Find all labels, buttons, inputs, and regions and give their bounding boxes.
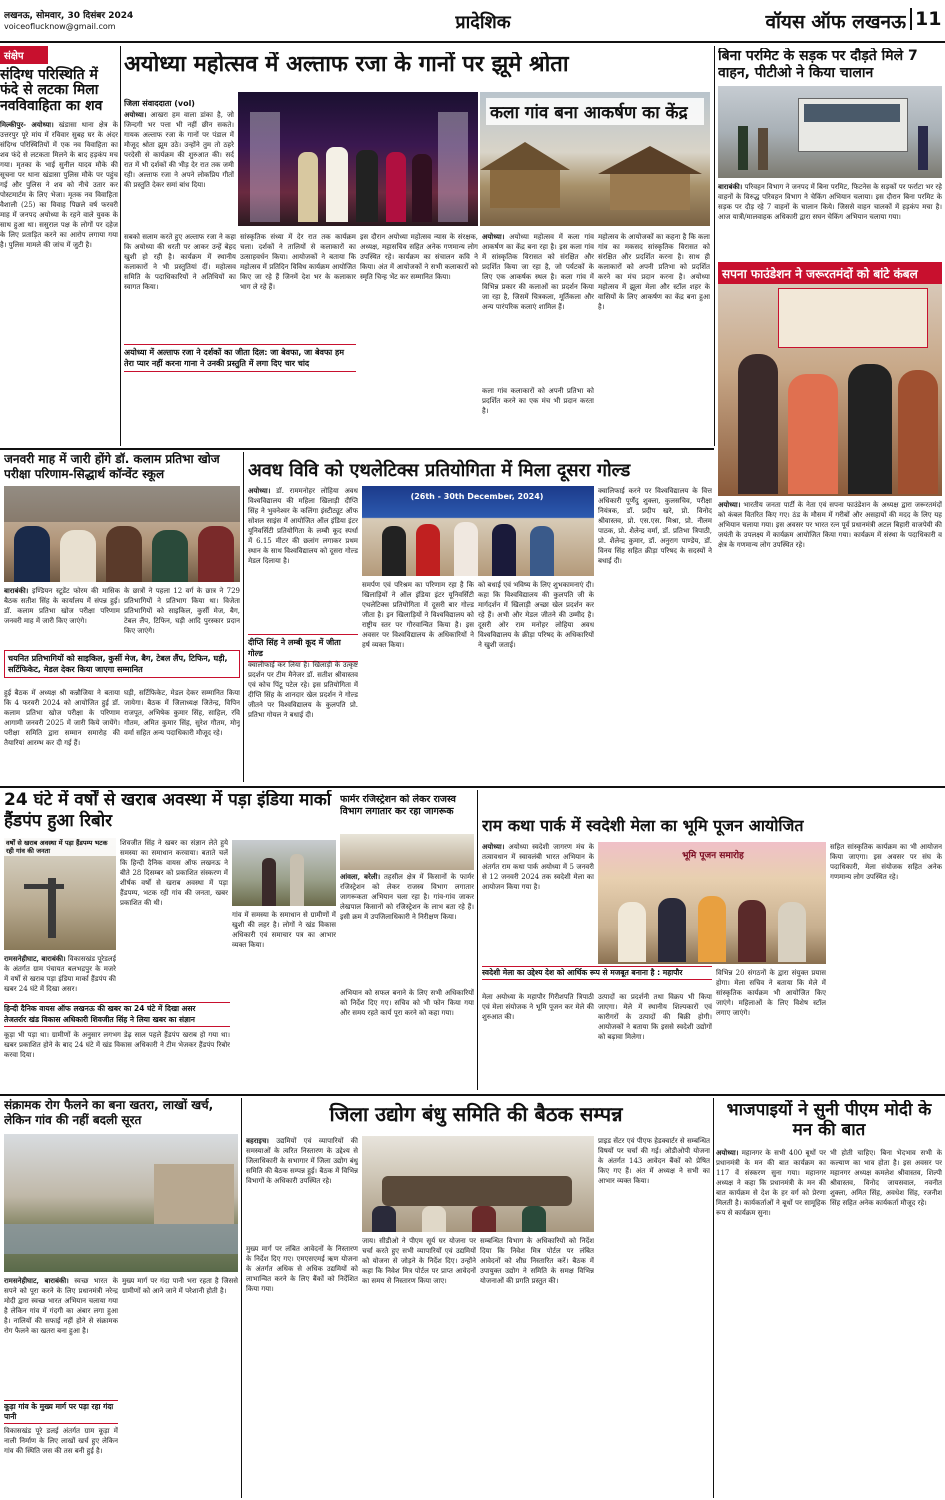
- brief-headline: संदिग्ध परिस्थिति में फंदे से लटका मिला नवविवाहिता का शव: [0, 67, 103, 114]
- handpump-photo: [4, 838, 116, 950]
- kambal-body: भारतीय जनता पार्टी के नेता एवं सपना फाउंडेशन के अध्यक्ष द्वारा जरूरतमंदों को कंबल वितरित किए गए। ठंड के मौसम में गरीबों और असहायों की मदद के लिए यह अभियान चलाया गया। इस अवसर पर भारत रत्न पूर्व प्रधानमंत्री अटल बिहारी वाजपेयी की जयंती के उपलक्ष्य में कार्यक्रम आयोजित किया गया। कार्यक्रम में संस्था के पदाधिकारी व क्षेत्र के गणमान्य लोग उपस्थित रहे।: [718, 501, 942, 549]
- awadh-col1: डॉ. राममनोहर लोहिया अवध विश्वविद्यालय की महिला खिलाड़ी दीप्ति सिंह ने भुवनेश्वर के कलिंगा इंस्टीट्यूट ऑफ सोशल साइंस में आयोजित ऑल इंडिया इंटर यूनिवर्सिटी प्रतियोगिता के लम्बी कूद स्पर्धा में 6.15 मीटर की छलांग लगाकर प्रथम स्थान के साथ विश्वविद्यालय को दूसरा गोल्ड मेडल दिलाया है।: [248, 487, 358, 565]
- parmit-photo: [718, 86, 942, 178]
- udyog-dateline: बहराइच।: [246, 1136, 269, 1145]
- farmer-headline: फार्मर रजिस्ट्रेशन को लेकर राजस्व विभाग लगातार कर रहा जागरूक: [340, 794, 456, 817]
- handpump-photo-caption: वर्षों से खराब अवस्था में पड़ा हैंडपम्प भटक रही गांव की जनता: [4, 838, 116, 856]
- brief-label: संक्षेप: [0, 46, 48, 64]
- kala-gaon-col2: महोत्सव के आयोजकों का कहना है कि कला गांव का मकसद सांस्कृतिक विरासत को संरक्षित और प्रदर्शित करना है। साथ ही कलाकारों को अपनी प्रतिभा को प्रदर्शित करने का मंच प्रदान करना है। अयोध्या महोत्सव में झूला मेला और स्टॉल शहर के वासियों के लिए आकर्षण का केंद्र बना हुआ है।: [598, 233, 710, 311]
- handpump-col3: गांव में समस्या के समाधान से ग्रामीणों में खुशी की लहर है। लोगों ने खंड विकास अधिकारी एवं समाचार पत्र का आभार व्यक्त किया।: [232, 911, 336, 949]
- ramkatha-headline: राम कथा पार्क में स्वदेशी मेला का भूमि पूजन आयोजित: [482, 816, 804, 835]
- mann-col1: महानगर के सभी 400 बूथों पर प्रधानमंत्री के मन की बात कार्यक्रम का 117 वें संस्करण सुना गया। महानगर अध्यक्ष ने कहा कि प्रधानमंत्री के मन की बात कार्यक्रम से देश के हर वर्ग को प्रेरणा मिलती है। कार्यकर्ताओं ने बूथों पर सामूहिक रूप से कार्यक्रम सुना।: [716, 1149, 826, 1217]
- udyog-col5: प्राइड सेंटर एवं पीएफ हेडक्वार्टर से सम्बन्धित विषयों पर चर्चा की गई। ओडीओपी योजना के अंतर्गत 143 आवेदन बैंकों को प्रेषित किए गए हैं। अंत में अध्यक्ष ने सभी का आभार व्यक्त किया।: [598, 1137, 710, 1185]
- ayodhya-dateline: अयोध्या।: [124, 110, 147, 119]
- awadh-col3: को बधाई एवं भविष्य के लिए शुभकामनाएं दी। कहा कि विश्वविद्यालय की कुलपति जी के मार्गदर्शन में खिलाड़ी अच्छा खेल प्रदर्शन कर रहे हैं। अभी और मेडल जीतने की उम्मीद है। दूसरी ओर राम मनोहर लोहिया अवध विश्वविद्यालय के क्रीड़ा परिषद के अधिकारियों ने खुशी जताई।: [478, 581, 594, 649]
- udyog-photo: [362, 1136, 594, 1232]
- mann-headline: भाजपाइयों ने सुनी पीएम मोदी के मन की बात: [726, 1100, 932, 1140]
- handpump-dateline: रामसनेहीघाट, बाराबंकी।: [4, 954, 66, 963]
- handpump-photo-2: [232, 840, 336, 906]
- mann-dateline: अयोध्या।: [716, 1148, 739, 1157]
- handpump-col1: विकासखंड पूरेडलई के अंतर्गत ग्राम पंचायत बलभद्रपुर के मजरे में वर्षों से खराब पड़ा इंडिया मार्का हैंडपंप की खबर 24 घंटे में दिखा असर।: [4, 955, 116, 993]
- ayodhya-stage-photo: [238, 92, 478, 226]
- ayodhya-col3: सांस्कृतिक संध्या में देर रात तक कार्यक्रम चला। दर्शकों ने तालियों से कलाकारों का उत्साहवर्धन किया। आयोजकों ने बताया कि महोत्सव में प्रतिदिन विविध कार्यक्रम आयोजित किए जा रहे हैं जिनमें देश भर के कलाकार भाग ले रहे हैं।: [240, 233, 356, 291]
- kalam-photo: [4, 486, 240, 582]
- awadh-dateline: अयोध्या।: [248, 486, 271, 495]
- ramkatha-col2: उत्पादों का प्रदर्शनी तथा विक्रय भी किया जाएगा। मेले में स्थानीय शिल्पकारों एवं कारीगरों के उत्पादों की बिक्री होगी। आयोजकों ने बताया कि इससे स्वदेशी उद्योगों को बढ़ावा मिलेगा।: [598, 993, 712, 1041]
- ramkatha-dateline: अयोध्या।: [482, 842, 505, 851]
- kambal-dateline: अयोध्या।: [718, 500, 741, 509]
- parmit-body: परिवहन विभाग ने जनपद में बिना परमिट, फिटनेस के सड़कों पर फर्राटा भर रहे वाहनों के विरुद्ध परिवहन विभाग ने चेकिंग अभियान चलाया। इस दौरान बिना परमिट के सड़क पर दौड़ रहे 7 वाहनों के चालान किये। जिससे वाहन चालकों में हड़कंप मचा है। आज यात्री/मालवाहक अधिकारी द्वारा सघन चेकिंग अभियान चलाया गया।: [718, 183, 942, 221]
- handpump-box2: तेजतर्रार खंड विकास अधिकारी शिवजीत सिंह ने लिया खबर का संज्ञान: [4, 1014, 230, 1027]
- ramkatha-photo: [598, 842, 826, 964]
- awadh-col2: समर्पण एवं परिश्रम का परिणाम रहा है कि खिलाड़ियों ने ऑल इंडिया इंटर यूनिवर्सिटी एथलेटिक्स प्रतियोगिता में दूसरी बार गोल्ड जीता है। इन खिलाड़ियों ने विश्वविद्यालय को राष्ट्रीय स्तर पर गौरवान्वित किया है। इस अवसर पर विश्वविद्यालय के अधिकारियों ने हर्ष व्यक्त किया।: [362, 581, 474, 649]
- kala-gaon-note: कला गांव कलाकारों को अपनी प्रतिभा को प्रदर्शित करने का एक मंच भी प्रदान करता है।: [482, 387, 594, 415]
- handpump-box1: हिन्दी दैनिक वायस ऑफ लखनऊ की खबर का 24 घंटे में दिखा असर: [4, 1002, 230, 1015]
- awadh-pullquote: दीप्ति सिंह ने लम्बी कूद में जीता गोल्ड: [248, 634, 358, 662]
- brief-body: खंडासा थाना क्षेत्र के उत्तरपुर पूरे मांय में रविवार सुबह घर के अंदर संदिग्ध परिस्थितियों में एक नव विवाहिता का शव फंदे से लटकता मिलने के बाद हड़कंप मच गया। मृतका के भाई सुनील यादव मौके की सूचना पर थाना खंडासा पुलिस मौके पर पहुंच गई और पुलिस ने शव को नीचे उतार कर पोस्टमार्टम के लिए भेजा। मृतक नव विवाहिता वैशाली (25) का विवाह पिछले वर्ष फरवरी माह में जनपद अयोध्या के रहने वाले युवक के साथ हुआ था। ससुराल पक्ष के लोगों पर दहेज के लिए प्रताड़ित करने का आरोप लगाया गया है। पुलिस मामले की जांच में जुटी है।: [0, 121, 118, 250]
- sankramak-dateline: रामसनेहीघाट, बाराबंकी।: [4, 1276, 69, 1285]
- masthead: [0, 0, 945, 42]
- ayodhya-col1: आखरा हम वाला डांका है, जो जिन्दगी भर पत्ता भी नहीं छीन सकते। गायक अल्ताफ रजा के गानों पर पंडाल में मौजूद श्रोता झूम उठे। उन्होंने तुम तो ठहरे परदेसी से कार्यक्रम की शुरुआत की। सर्द रात में भी दर्शकों की भीड़ देर रात तक जमी रही। अल्ताफ रजा ने अपने लोकप्रिय गीतों की प्रस्तुति देकर समां बांध दिया।: [124, 111, 234, 189]
- awadh-col4: क्वालिफाई करने पर विश्वविद्यालय के वित्त अधिकारी पूर्णेंदु शुक्ला, कुलसचिव, परीक्षा नियंत्रक, डॉ. प्रदीप खरे, प्रो. विनोद श्रीवास्तव, प्रो. एस.एस. मिश्रा, प्रो. नीलम पाठक, प्रो. शैलेन्द्र वर्मा, डॉ. प्रतिभा त्रिपाठी, प्रो. शैलेन्द्र कुमार, डॉ. अनुराग पाण्डेय, डॉ. विनय सिंह सहित क्रीड़ा परिषद के सदस्यों ने बधाई दी।: [598, 487, 712, 565]
- email: voiceoflucknow@gmail.com: [4, 22, 116, 31]
- kala-gaon-headline: कला गांव बना आकर्षण का केंद्र: [486, 98, 704, 125]
- farmer-dateline: आंवला, बरेली।: [340, 872, 381, 881]
- kalam-headline: जनवरी माह में जारी होंगे डॉ. कलाम प्रतिभा खोज परीक्षा परिणाम-सिद्धार्थ कॉन्वेंट स्कूल: [4, 452, 220, 481]
- udyog-col3: जाय। सीडीओ ने पीएम सूर्य घर योजना पर चर्चा करते हुए सभी व्यापारियों एवं उद्यमियों को योजना से जोड़ने के निर्देश दिए। उन्होंने कहा कि निवेश मित्र पोर्टल पर प्राप्त आवेदनों का समय से निस्तारण किया जाए।: [362, 1237, 476, 1285]
- farmer-body: तहसील क्षेत्र में किसानों के फार्मर रजिस्ट्रेशन को लेकर राजस्व विभाग लगातार जागरूकता अभियान चला रहा है। गांव-गांव जाकर लेखपाल किसानों को रजिस्ट्रेशन के लाभ बता रहे हैं। इसी क्रम में उपजिलाधिकारी ने निरीक्षण किया।: [340, 873, 474, 921]
- page-number: 11: [910, 8, 942, 30]
- udyog-col1: उद्यमियों एवं व्यापारियों की समस्याओं के त्वरित निस्तारण के उद्देश्य से जिलाधिकारी के सभागार में जिला उद्योग बंधु समिति की बैठक सम्पन्न हुई। बैठक में विभिन्न विभागों के अधिकारी उपस्थित रहे।: [246, 1137, 358, 1185]
- handpump-headline: 24 घंटे में वर्षों से खराब अवस्था में पड़ा इंडिया मार्का हैंडपंप हुआ रिबोर: [4, 790, 332, 831]
- sankramak-box: कूड़ा गांव के मुख्य मार्ग पर पड़ा रहा गंदा पानी: [4, 1400, 118, 1424]
- udyog-headline: जिला उद्योग बंधु समिति की बैठक सम्पन्न: [329, 1102, 623, 1126]
- kalam-body2: हुई बैठक में अध्यक्ष श्री कन्नौजिया ने बताया कि 4 फरवरी 2024 को आयोजित हुई डॉ. कलाम प्रतिभा खोज परीक्षा के परिणाम आगामी जनवरी 2025 में जारी किये जायेंगे। परीक्षा समिति द्वारा सम्मान समारोह की तैयारियां आरम्भ कर दी गई हैं।: [4, 689, 120, 747]
- awadh-banner-text: (26th - 30th December, 2024): [410, 492, 544, 501]
- awadh-photo: [362, 486, 594, 576]
- kala-gaon-dateline: अयोध्या।: [482, 232, 505, 241]
- ayodhya-col2: सबको सलाम करते हुए अल्ताफ रजा ने कहा कि अयोध्या की धरती पर आकर उन्हें बेहद खुशी हो रही है। कार्यक्रम में स्थानीय कलाकारों ने भी प्रस्तुतियां दीं। महोत्सव समिति के पदाधिकारियों ने अतिथियों का स्वागत किया।: [124, 233, 236, 291]
- ayodhya-byline: जिला संवाददाता (vol): [124, 99, 195, 108]
- brief-dateline: मिल्कीपुर- अयोध्या।: [0, 120, 54, 130]
- farmer-body2: अभियान को सफल बनाने के लिए सभी अधिकारियों को निर्देश दिए गए। सचिव को भी फोन किया गया और समय रहते कार्य पूरा करने को कहा गया।: [340, 989, 474, 1017]
- udyog-col4: सम्बन्धित विभाग के अधिकारियों को निर्देश दिया कि निवेश मित्र पोर्टल पर लंबित आवेदनों को शीघ्र निस्तारित करें। बैठक में उपायुक्त उद्योग ने समिति के समक्ष विभिन्न योजनाओं की प्रगति प्रस्तुत की।: [480, 1237, 594, 1285]
- kalam-body: इण्डियन स्टूडेंट फोरम की मासिक बैठक सतीश सिंह के कार्यालय में संपन्न हुई। डॉ. कलाम प्रतिभा खोज परीक्षा परिणाम जनवरी माह में जारी किए जाएंगे।: [4, 587, 120, 625]
- sankramak-body: स्वच्छ भारत के सपने को पूरा करने के लिए प्रधानमंत्री नरेन्द्र मोदी द्वारा स्वच्छ भारत अभियान चलाया गया है लेकिन गांव में गंदगी का अंबार लगा हुआ है। नालियों की सफाई नहीं होने से संक्रामक रोग फैलने का खतरा बना हुआ है।: [4, 1277, 118, 1335]
- kala-gaon-col1: अयोध्या महोत्सव में कला गांव आकर्षण का केंद्र बना रहा है। इस कला गांव में सांस्कृतिक विरासत को संरक्षित और प्रदर्शित किया जा रहा है, जो पर्यटकों के लिए एक आकर्षक स्थल है। कला गांव में विभिन्न प्रकार की कलाओं का प्रदर्शन किया जा रहा है, जिसमें चित्रकला, मूर्तिकला और अन्य पारंपरिक कलाएं शामिल हैं।: [482, 233, 594, 311]
- ayodhya-headline: अयोध्या महोत्सव में अल्ताफ रजा के गानों पर झूमे श्रोता: [124, 52, 569, 77]
- kambal-photo: [718, 284, 942, 496]
- kalam-dateline: बाराबंकी।: [4, 586, 29, 595]
- date-line: लखनऊ, सोमवार, 30 दिसंबर 2024: [4, 11, 134, 21]
- parmit-headline: बिना परमिट के सड़क पर दौड़ते मिले 7 वाहन, पीटीओ ने किया चालान: [718, 48, 918, 81]
- ramkatha-photo-caption: भूमि पूजन समारोह: [682, 851, 744, 861]
- farmer-photo: [340, 834, 474, 870]
- ramkatha-col1: अयोध्या स्वदेशी जागरण मंच के तत्वावधान में स्वावलंबी भारत अभियान के अंतर्गत राम कथा पार्क अयोध्या में 5 जनवरी से 12 जनवरी 2024 तक स्वदेशी मेला का आयोजन किया गया है।: [482, 843, 594, 891]
- ayodhya-pullquote: अयोध्या में अल्ताफ रजा ने दर्शकों का जीता दिल: जा बेवफा, जा बेवफा हम तेरा प्यार नहीं करना गाना ने उनकी प्रस्तुति में लगा दिए चार चांद: [124, 344, 356, 372]
- ramkatha-box: स्वदेशी मेला का उद्देश्य देश को आर्थिक रूप से मजबूत बनाना है : महापौर: [482, 966, 712, 980]
- ayodhya-col4: इस दौरान अयोध्या महोत्सव न्यास के संरक्षक, अध्यक्ष, महासचिव सहित अनेक गणमान्य लोग उपस्थित रहे। कार्यक्रम का संचालन कवि ने किया। अंत में आयोजकों ने सभी कलाकारों को स्मृति चिन्ह भेंट कर सम्मानित किया।: [360, 233, 478, 281]
- sankramak-headline: संक्रामक रोग फैलने का बना खतरा, लाखों खर्च, लेकिन गांव की नहीं बदली सूरत: [4, 1098, 214, 1127]
- ramkatha-col4: सहित सांस्कृतिक कार्यक्रम का भी आयोजन किया जाएगा। इस अवसर पर संघ के पदाधिकारी, मेला संयोजक सहित अनेक गणमान्य लोग उपस्थित रहे।: [830, 843, 942, 881]
- kambal-headline: सपना फाउंडेशन ने जरूरतमंदों को बांटे कंबल: [718, 262, 942, 285]
- handpump-col2: शिवजीत सिंह ने खबर का संज्ञान लेते हुये समस्या का समाधान करवाया। बताते चलें कि हिन्दी दैनिक वायस ऑफ लखनऊ ने बीते 28 दिसम्बर को प्रकाशित संस्करण में शीर्षक वर्षों से खराब अवस्था में पड़ा हैंडपम्प, भटक रही गांव की जनता, खबर प्रकाशित की थी।: [120, 839, 228, 907]
- paper-name: वॉयस ऑफ लखनऊ: [765, 11, 906, 33]
- awadh-headline: अवध विवि को एथलेटिक्स प्रतियोगिता में मिला दूसरा गोल्ड: [248, 460, 631, 481]
- sankramak-photo: [4, 1134, 238, 1272]
- parmit-dateline: बाराबंकी।: [718, 182, 743, 191]
- awadh-col1b: क्वालीफाई कर लिया है। खिलाड़ी के उत्कृष्ट प्रदर्शन पर टीम मैनेजर डॉ. सतीश श्रीवास्तव एवं कोच पिंटू पटेल रहे। इस प्रतियोगिता में दीप्ति सिंह के शानदार खेल प्रदर्शन ने गोल्ड जीतने पर विश्वविद्यालय के कुलपति प्रो. प्रतिभा गोयल ने बधाई दी।: [248, 661, 358, 719]
- kalam-col2: के छात्रों ने पहला 12 वर्ग के छात्र ने 729 प्रतिभागियों ने प्रतिभाग किया था। विजेता प्रतिभागियों को साइकिल, कुर्सी मेज, बैग, टेबल लैंप, टिफिन, घड़ी आदि पुरस्कार प्रदान किए जाएंगे।: [124, 587, 240, 635]
- sankramak-body2: मुख्य मार्ग पर गंदा पानी भरा रहता है जिससे ग्रामीणों को आने जाने में परेशानी होती है।: [122, 1277, 238, 1295]
- kalam-box: चयनित प्रतिभागियों को साइकिल, कुर्सी मेज, बैग, टेबल लैंप, टिफिन, घड़ी, सर्टिफिकेट, मेडल देकर किया जाएगा सम्मानित: [4, 650, 240, 678]
- mann-col2: भी होती चाहिए। बिना भेदभाव सभी के कल्याण का भाव होता है। इस अवसर पर महानगर अध्यक्ष कमलेश श्रीवास्तव, शिल्पी श्रीवास्तव, विनोद जायसवाल, नवनीत शुक्ला, अमित सिंह, अवधेश सिंह, रजनीश सिंह सहित अनेक कार्यकर्ता मौजूद रहे।: [830, 1149, 942, 1207]
- udyog-col2: मुख्य मार्ग पर लंबित आवेदनों के निस्तारण के निर्देश दिए गए। एमएसएमई ऋण योजना के अंतर्गत अधिक से अधिक उद्यमियों को लाभान्वित करने के लिए बैंकों को निर्देशित किया गया।: [246, 1245, 358, 1293]
- ramkatha-col3: विभिन्न 20 संगठनों के द्वारा संयुक्त प्रयास होगा। मेला सचिव ने बताया कि मेले में सांस्कृतिक कार्यक्रम भी आयोजित किए जाएंगे। महिलाओं के लिए विशेष स्टॉल लगाए जाएंगे।: [716, 969, 826, 1017]
- kalam-col2b: घड़ी, सर्टिफिकेट, मेडल देकर सम्मानित किया जायेगा। बैठक में जिलाध्यक्ष जितेन्द्र, विपिन राजपूत, अभिषेक कुमार सिंह, साहिल, रवि गौतम, अमित कुमार सिंह, सुरेश गौतम, मोनू वर्मा सहित अन्य पदाधिकारी मौजूद रहे।: [124, 689, 240, 737]
- ramkatha-col1b: मेला अयोध्या के महापौर गिरीशपति त्रिपाठी एवं मेला संयोजक ने भूमि पूजन कर मेले की शुरुआत की।: [482, 993, 594, 1021]
- sankramak-body3: विकासखंड पूरे डलई अंतर्गत ग्राम कूड़ा में नाली निर्माण के लिए लाखों खर्च हुए लेकिन गांव की स्थिति जस की तस बनी हुई है।: [4, 1427, 118, 1455]
- handpump-body2: कूड़ा भी पड़ा था। ग्रामीणों के अनुसार लगभग डेढ़ साल पहले हैंडपंप खराब हो गया था। खबर प्रकाशित होने के बाद 24 घंटे में खंड विकास अधिकारी ने टीम भेजकर हैंडपंप रिबोर करवा दिया।: [4, 1031, 230, 1059]
- section-label: प्रादेशिक: [455, 12, 511, 33]
- brief-section: [0, 46, 118, 446]
